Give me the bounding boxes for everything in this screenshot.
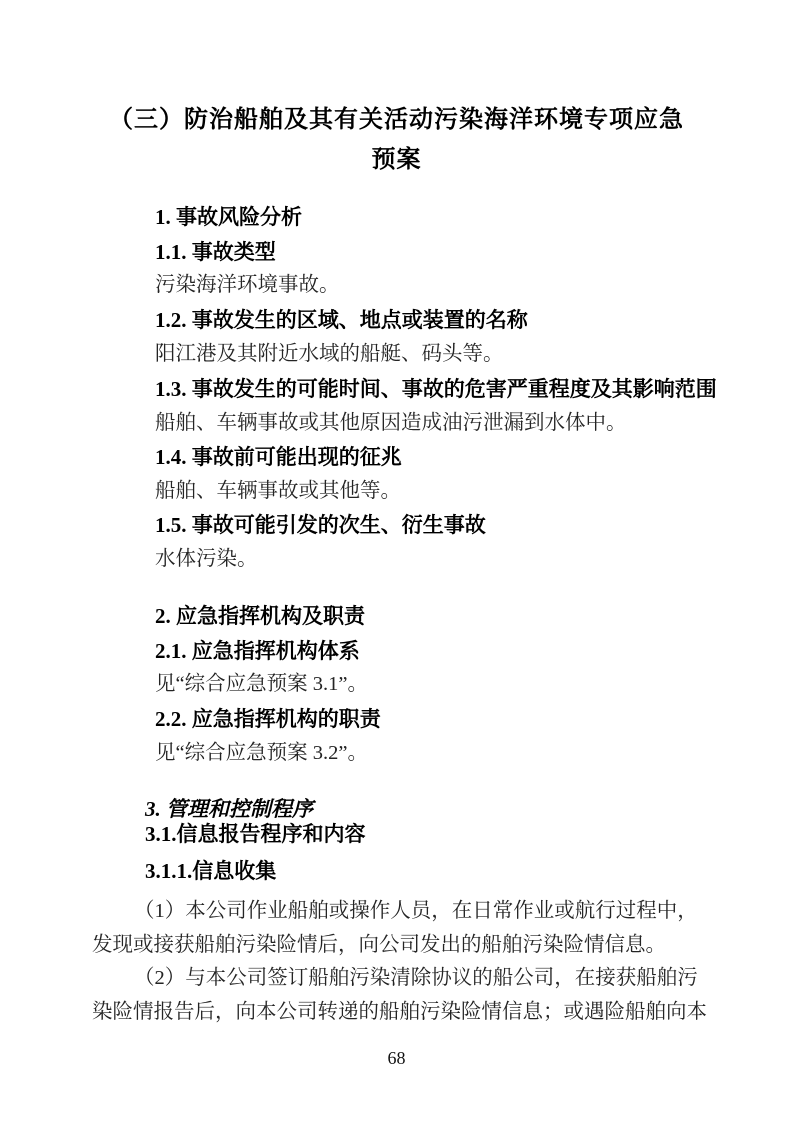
heading-1-3: 1.3. 事故发生的可能时间、事故的危害严重程度及其影响范围	[155, 377, 717, 401]
document-title-line-1: （三）防治船舶及其有关活动污染海洋环境专项应急	[109, 107, 684, 133]
heading-2-2: 2.2. 应急指挥机构的职责	[155, 707, 381, 731]
heading-1-2: 1.2. 事故发生的区域、地点或装置的名称	[155, 308, 528, 332]
heading-1-1: 1.1. 事故类型	[155, 240, 276, 264]
body-1-2: 阳江港及其附近水域的船艇、码头等。	[155, 343, 504, 365]
heading-2-1: 2.1. 应急指挥机构体系	[155, 639, 360, 663]
paragraph-2-line-2: 染险情报告后，向本公司转递的船舶污染险情信息；或遇险船舶向本	[92, 1001, 707, 1023]
paragraph-2-line-1: （2）与本公司签订船舶污染清除协议的船公司，在接获船舶污	[134, 967, 698, 989]
heading-1-5: 1.5. 事故可能引发的次生、衍生事故	[155, 513, 486, 537]
body-1-5: 水体污染。	[155, 548, 258, 570]
heading-1: 1. 事故风险分析	[155, 205, 302, 229]
page-number: 68	[387, 1048, 406, 1068]
heading-3-1: 3.1.信息报告程序和内容	[145, 822, 366, 846]
body-1-3: 船舶、车辆事故或其他原因造成油污泄漏到水体中。	[155, 412, 627, 434]
paragraph-1-line-1: （1）本公司作业船舶或操作人员，在日常作业或航行过程中，	[134, 900, 698, 922]
heading-1-4: 1.4. 事故前可能出现的征兆	[155, 445, 402, 469]
body-2-1: 见“综合应急预案 3.1”。	[155, 673, 368, 695]
heading-3: 3. 管理和控制程序	[145, 797, 313, 821]
body-1-1: 污染海洋环境事故。	[155, 274, 340, 296]
heading-2: 2. 应急指挥机构及职责	[155, 604, 365, 628]
body-1-4: 船舶、车辆事故或其他等。	[155, 480, 401, 502]
body-2-2: 见“综合应急预案 3.2”。	[155, 742, 368, 764]
document-title-line-2: 预案	[371, 147, 422, 173]
heading-3-1-1: 3.1.1.信息收集	[145, 859, 277, 883]
paragraph-1-line-2: 发现或接获船舶污染险情后，向公司发出的船舶污染险情信息。	[92, 934, 666, 956]
